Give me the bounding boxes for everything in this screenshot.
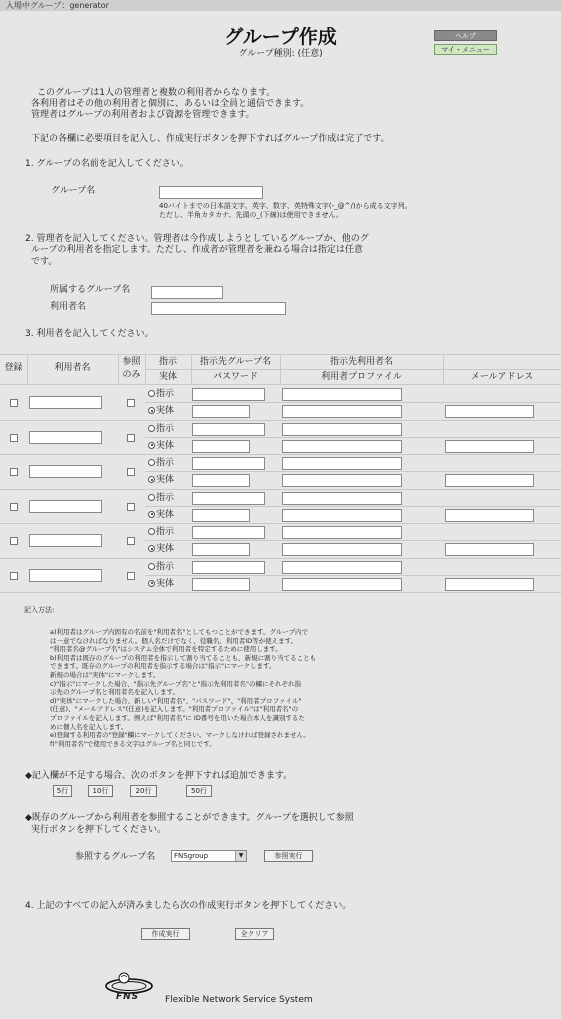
password-input[interactable] bbox=[192, 474, 250, 487]
intro-line: 下記の各欄に必要項目を記入し、作成実行ボタンを押下すればグループ作成は完了です。 bbox=[31, 134, 390, 144]
add-20-rows-button[interactable]: 20行 bbox=[130, 785, 157, 797]
note-line: 示先のグループ名と利用者名を記入します。 bbox=[50, 688, 179, 697]
note-line: 新規の場合は"実体"にマークします。 bbox=[50, 671, 160, 679]
profile-input[interactable] bbox=[282, 509, 402, 522]
target-group-input[interactable] bbox=[192, 492, 265, 505]
password-input[interactable] bbox=[192, 543, 250, 556]
radio-entity-dot[interactable] bbox=[148, 476, 155, 483]
my-menu-button[interactable]: マイ・メニュー bbox=[434, 44, 497, 55]
fns-logo-text: FNS bbox=[116, 992, 140, 1002]
col-register: 登録 bbox=[4, 363, 23, 373]
group-name-hint: 40バイトまでの日本語文字、英字、数字、英特殊文字(-_@^/)から成る文字列。 bbox=[159, 202, 412, 210]
radio-indicate-label: 指示 bbox=[156, 561, 175, 572]
admin-group-label: 所属するグループ名 bbox=[50, 285, 131, 295]
radio-entity-label: 実体 bbox=[156, 509, 175, 520]
page-subtitle: グループ種別: (任意) bbox=[238, 49, 323, 59]
radio-entity-dot[interactable] bbox=[148, 545, 155, 552]
clear-all-button[interactable]: 全クリア bbox=[235, 928, 274, 940]
group-name-label: グループ名 bbox=[51, 186, 96, 196]
col-target-user: 指示先利用者名 bbox=[329, 357, 393, 367]
radio-entity-label: 実体 bbox=[156, 578, 175, 589]
create-button[interactable]: 作成実行 bbox=[141, 928, 190, 940]
radio-indicate-dot[interactable] bbox=[148, 563, 155, 570]
table-row bbox=[0, 455, 561, 490]
profile-input[interactable] bbox=[282, 405, 402, 418]
username-input[interactable] bbox=[29, 431, 102, 444]
col-ref-only: 参照 bbox=[122, 357, 141, 367]
help-button[interactable]: ヘルプ bbox=[434, 30, 497, 41]
register-checkbox[interactable] bbox=[10, 503, 18, 511]
radio-entity[interactable] bbox=[148, 509, 174, 521]
reference-group-value: FNSgroup bbox=[174, 852, 209, 860]
user-table bbox=[0, 354, 561, 594]
target-user-input[interactable] bbox=[282, 388, 402, 401]
section3-heading: 3. 利用者を記入してください。 bbox=[25, 329, 154, 339]
section1-heading: 1. グループの名前を記入してください。 bbox=[25, 159, 189, 169]
note-line: プロファイルを記入します。例えば"利用者名"に ID番号を用いた場合本人を識別するた bbox=[50, 714, 305, 722]
ref-only-checkbox[interactable] bbox=[127, 503, 135, 511]
row-subdivider bbox=[145, 437, 561, 438]
username-input[interactable] bbox=[29, 569, 102, 582]
radio-entity[interactable] bbox=[148, 578, 174, 590]
notes-title: 記入方法: bbox=[24, 606, 55, 614]
note-line: (任意)、"メールアドレス"(任意)を記入します。"利用者プロファイル"は"利用者名"の bbox=[50, 705, 299, 714]
register-checkbox[interactable] bbox=[10, 537, 18, 545]
col-indicate: 指示 bbox=[158, 357, 177, 367]
email-input[interactable] bbox=[445, 474, 534, 487]
reference-text: ◆既存のグループから利用者を参照することができます。グループを選択して参照 bbox=[25, 813, 354, 823]
register-checkbox[interactable] bbox=[10, 399, 18, 407]
radio-entity-label: 実体 bbox=[156, 475, 175, 485]
radio-entity-dot[interactable] bbox=[148, 407, 155, 414]
group-name-hint: ただし、半角カタカナ、先頭の_(下線)は使用できません。 bbox=[159, 211, 343, 219]
intro-line: 各利用者はその他の利用者と個別に、あるいは全員と通信できます。 bbox=[31, 99, 310, 109]
profile-input[interactable] bbox=[282, 578, 402, 591]
ref-only-checkbox[interactable] bbox=[127, 468, 135, 476]
profile-input[interactable] bbox=[282, 474, 402, 487]
radio-entity-label: 実体 bbox=[156, 440, 175, 451]
radio-indicate-label: 指示 bbox=[156, 492, 175, 503]
note-line: e)登録する利用者の"登録"欄にマークしてください。マークしなければ登録されません。 bbox=[50, 731, 310, 740]
radio-indicate-label: 指示 bbox=[156, 389, 175, 399]
table-row bbox=[0, 524, 561, 559]
intro-line: このグループは1人の管理者と複数の利用者からなります。 bbox=[37, 88, 276, 98]
row-divider bbox=[0, 592, 561, 593]
profile-input[interactable] bbox=[282, 543, 402, 556]
footer-system-name: Flexible Network Service System bbox=[165, 995, 313, 1005]
col-ref-only: のみ bbox=[122, 370, 141, 380]
radio-entity-label: 実体 bbox=[156, 544, 175, 554]
username-input[interactable] bbox=[29, 396, 102, 409]
note-line: めに個人名を記入します。 bbox=[50, 722, 128, 731]
target-group-input[interactable] bbox=[192, 388, 265, 401]
radio-entity-label: 実体 bbox=[156, 406, 175, 416]
password-input[interactable] bbox=[192, 509, 250, 522]
col-target-group: 指示先グループ名 bbox=[199, 357, 272, 367]
group-name-input[interactable] bbox=[159, 186, 263, 199]
section2-line: です。 bbox=[31, 257, 58, 267]
radio-entity-dot[interactable] bbox=[148, 580, 155, 587]
col-password: パスワード bbox=[212, 372, 258, 382]
radio-indicate[interactable] bbox=[148, 388, 174, 400]
radio-indicate-dot[interactable] bbox=[148, 390, 155, 397]
add-50-rows-button[interactable]: 50行 bbox=[186, 785, 212, 797]
email-input[interactable] bbox=[445, 578, 534, 591]
add-5-rows-button[interactable]: 5行 bbox=[53, 785, 72, 797]
radio-entity-dot[interactable] bbox=[148, 511, 155, 518]
radio-entity[interactable] bbox=[148, 543, 174, 555]
intro-line: 管理者はグループの利用者および資源を管理できます。 bbox=[31, 110, 255, 120]
admin-user-input[interactable] bbox=[151, 302, 286, 315]
register-checkbox[interactable] bbox=[10, 468, 18, 476]
radio-indicate[interactable] bbox=[148, 423, 174, 435]
chevron-down-icon[interactable]: ▼ bbox=[235, 851, 246, 861]
radio-indicate-dot[interactable] bbox=[148, 425, 155, 432]
page-title: グループ作成 bbox=[224, 26, 337, 48]
row-subdivider bbox=[145, 575, 561, 576]
top-status-bar: 入場中グループ：generator bbox=[0, 0, 561, 11]
row-subdivider bbox=[145, 471, 561, 472]
note-line: "利用者名@グループ名"はシステム全体で利用者を特定するために使用します。 bbox=[50, 645, 282, 654]
ref-only-checkbox[interactable] bbox=[127, 434, 135, 442]
radio-entity-dot[interactable] bbox=[148, 442, 155, 449]
ref-only-checkbox[interactable] bbox=[127, 399, 135, 407]
add-10-rows-button[interactable]: 10行 bbox=[88, 785, 113, 797]
reference-execute-button[interactable]: 参照実行 bbox=[264, 850, 313, 862]
radio-indicate[interactable] bbox=[148, 526, 174, 538]
col-email: メールアドレス bbox=[470, 372, 534, 382]
row-subdivider bbox=[145, 506, 561, 507]
register-checkbox[interactable] bbox=[10, 572, 18, 580]
password-input[interactable] bbox=[192, 440, 250, 453]
col-profile: 利用者プロファイル bbox=[321, 372, 402, 382]
profile-input[interactable] bbox=[282, 440, 402, 453]
note-line: できます。既存のグループの利用者を指示する場合は"指示"にマークします。 bbox=[50, 662, 276, 671]
note-line: a)利用者はグループ内固有の名前を"利用者名"としてもつことができます。グループ内で bbox=[50, 628, 308, 636]
target-group-input[interactable] bbox=[192, 423, 265, 436]
radio-indicate-label: 指示 bbox=[156, 527, 175, 537]
target-group-input[interactable] bbox=[192, 526, 265, 539]
target-group-input[interactable] bbox=[192, 561, 265, 574]
register-checkbox[interactable] bbox=[10, 434, 18, 442]
username-input[interactable] bbox=[29, 500, 102, 513]
section4-heading: 4. 上記のすべての記入が済みましたら次の作成実行ボタンを押下してください。 bbox=[25, 901, 352, 911]
note-line: b)利用者は既存のグループの利用者を指示して割り当てることも、新規に割り当てることも bbox=[50, 653, 317, 662]
target-user-input[interactable] bbox=[282, 457, 402, 470]
fns-logo bbox=[104, 972, 156, 1009]
radio-entity[interactable] bbox=[148, 405, 174, 417]
email-input[interactable] bbox=[445, 509, 534, 522]
admin-user-label: 利用者名 bbox=[50, 302, 87, 312]
reference-text: 実行ボタンを押下してください。 bbox=[31, 825, 167, 835]
col-username: 利用者名 bbox=[54, 363, 91, 373]
note-line: は一意でなければなりません。個人名だけでなく、役職名、利用者ID等が使えます。 bbox=[50, 636, 298, 645]
email-input[interactable] bbox=[445, 440, 534, 453]
radio-entity[interactable] bbox=[148, 474, 174, 486]
radio-indicate[interactable] bbox=[148, 492, 174, 504]
table-row bbox=[0, 421, 561, 456]
table-row bbox=[0, 490, 561, 525]
email-input[interactable] bbox=[445, 405, 534, 418]
reference-group-label: 参照するグループ名 bbox=[75, 852, 156, 862]
radio-entity[interactable] bbox=[148, 440, 174, 452]
password-input[interactable] bbox=[192, 405, 250, 418]
note-line: d)"実体"にマークした場合、新しい"利用者名"、"パスワード"、"利用者プロファイル" bbox=[50, 696, 302, 705]
target-user-input[interactable] bbox=[282, 492, 402, 505]
section2-line: 2. 管理者を記入してください。管理者は今作成しようとしているグループか、他のグ bbox=[25, 234, 369, 244]
add-rows-text: ◆記入欄が不足する場合、次のボタンを押下すれば追加できます。 bbox=[25, 771, 293, 781]
reference-group-select[interactable] bbox=[171, 850, 247, 862]
col-entity: 実体 bbox=[158, 372, 177, 382]
target-user-input[interactable] bbox=[282, 561, 402, 574]
radio-indicate-dot[interactable] bbox=[148, 494, 155, 501]
table-row bbox=[0, 386, 561, 421]
target-group-input[interactable] bbox=[192, 457, 265, 470]
ref-only-checkbox[interactable] bbox=[127, 537, 135, 545]
radio-indicate-dot[interactable] bbox=[148, 459, 155, 466]
ref-only-checkbox[interactable] bbox=[127, 572, 135, 580]
username-input[interactable] bbox=[29, 534, 102, 547]
email-input[interactable] bbox=[445, 543, 534, 556]
table-row bbox=[0, 559, 561, 594]
note-line: c)"指示"にマークした場合、"指示先グループ名"と"指示先利用者名"の欄にそれぞれ指 bbox=[50, 679, 302, 688]
target-user-input[interactable] bbox=[282, 526, 402, 539]
radio-indicate-label: 指示 bbox=[156, 458, 175, 468]
radio-indicate-dot[interactable] bbox=[148, 528, 155, 535]
target-user-input[interactable] bbox=[282, 423, 402, 436]
username-input[interactable] bbox=[29, 465, 102, 478]
password-input[interactable] bbox=[192, 578, 250, 591]
radio-indicate[interactable] bbox=[148, 561, 174, 573]
radio-indicate[interactable] bbox=[148, 457, 174, 469]
radio-indicate-label: 指示 bbox=[156, 423, 175, 434]
section2-line: ループの利用者を指定します。ただし、作成者が管理者を兼ねる場合は指定は任意 bbox=[31, 245, 363, 255]
note-line: f)"利用者名"で使用できる文字はグループ名と同じです。 bbox=[50, 739, 216, 748]
admin-group-input[interactable] bbox=[151, 286, 223, 299]
row-subdivider bbox=[145, 402, 561, 403]
row-subdivider bbox=[145, 540, 561, 541]
